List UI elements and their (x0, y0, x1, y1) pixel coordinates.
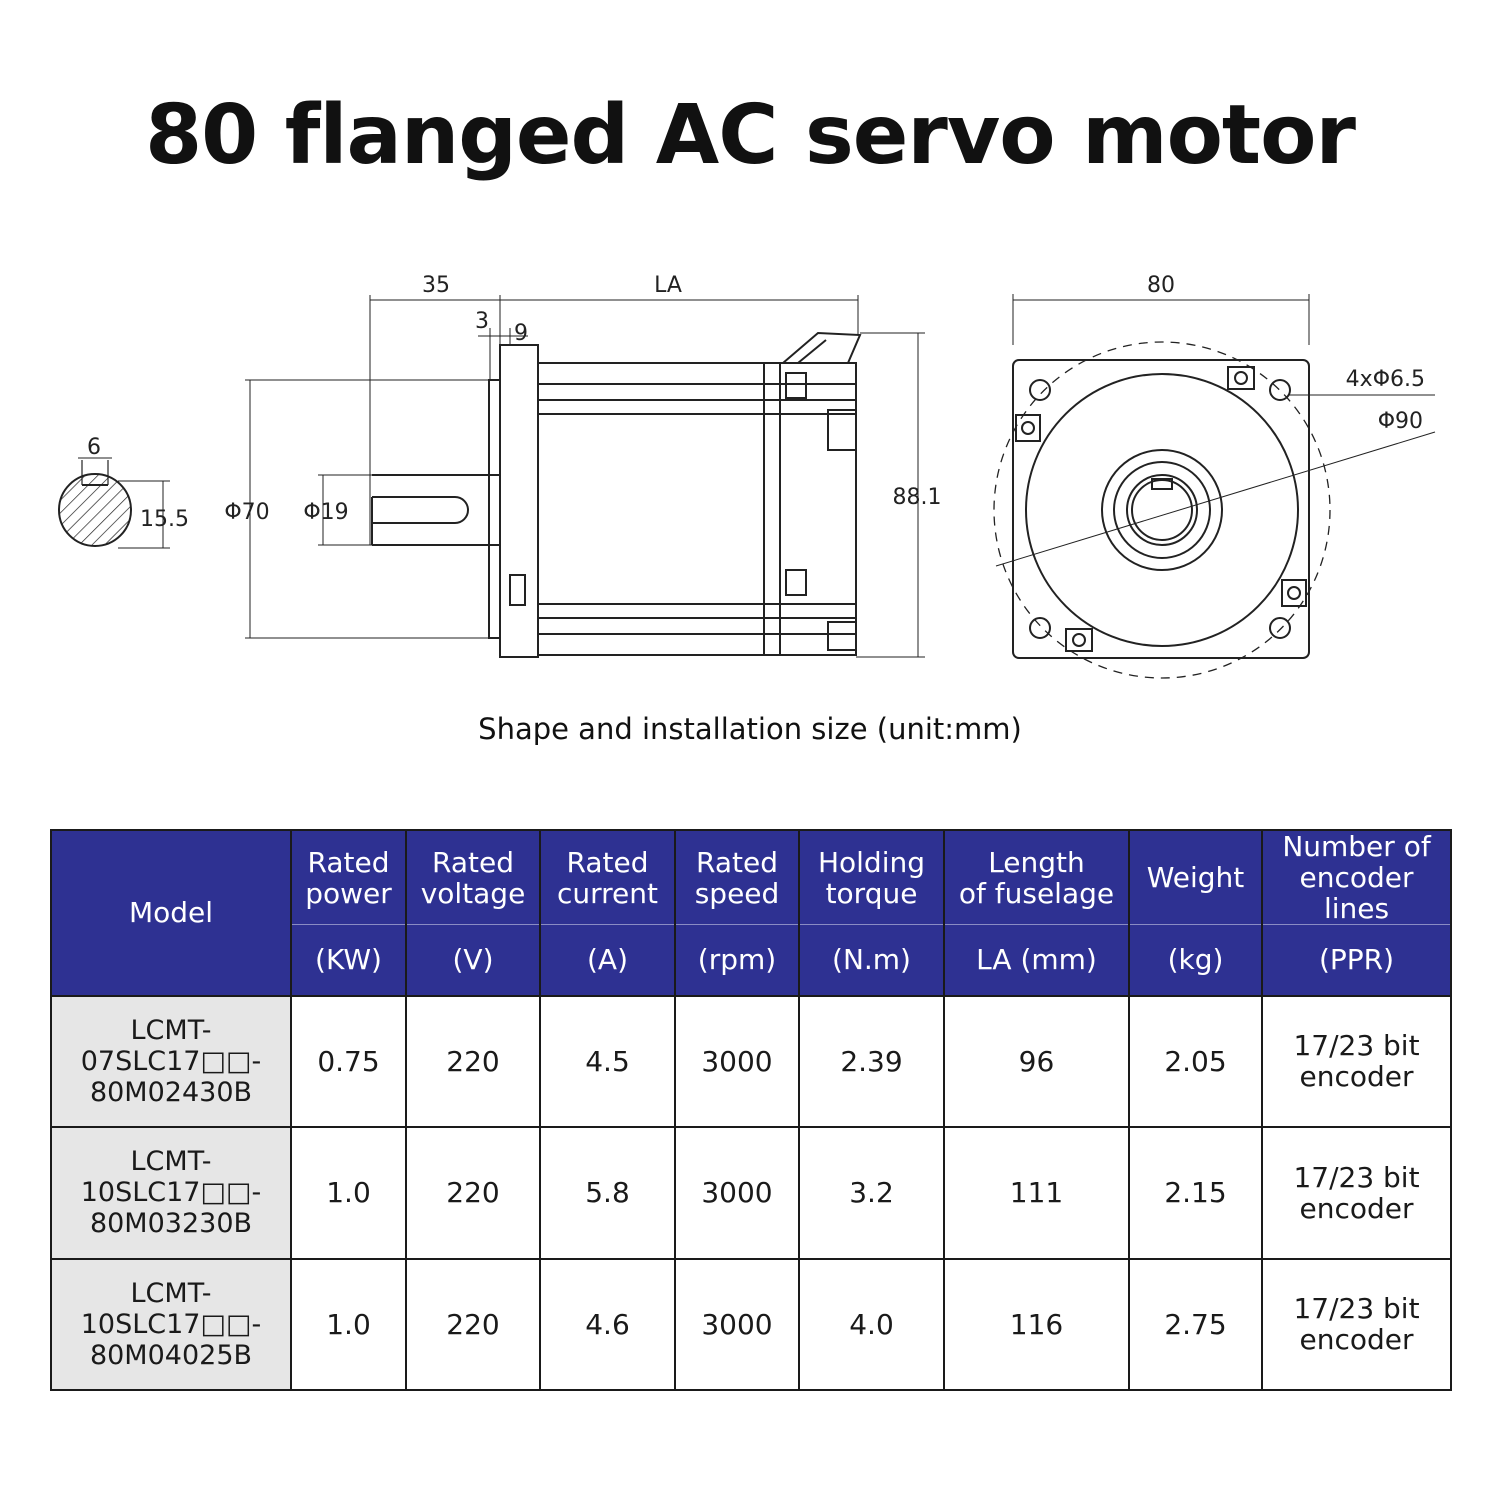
model-cell: LCMT- 07SLC17□□- 80M02430B (51, 996, 291, 1128)
unit-length: LA (mm) (944, 925, 1129, 996)
header-rated-speed: Rated speed (675, 830, 799, 925)
current-cell: 5.8 (540, 1127, 675, 1259)
table-row (51, 996, 1451, 1128)
torque-cell: 3.2 (799, 1127, 944, 1259)
speed-cell: 3000 (675, 1259, 799, 1391)
voltage-cell: 220 (406, 996, 540, 1128)
header-encoder-lines: Number of encoder lines (1262, 830, 1451, 925)
unit-power: (KW) (291, 925, 406, 996)
flange-thickness-label: 9 (514, 321, 528, 346)
dimension-drawing (0, 240, 1500, 700)
front-view-dimensions (996, 294, 1435, 566)
encoder-cell: 17/23 bit encoder (1262, 1259, 1451, 1391)
pitch-circle-label: Φ90 (1377, 409, 1423, 434)
header-rated-power: Rated power (291, 830, 406, 925)
header-rated-current: Rated current (540, 830, 675, 925)
shaft-diameter-label: Φ19 (303, 500, 349, 525)
voltage-cell: 220 (406, 1127, 540, 1259)
power-cell: 1.0 (291, 1127, 406, 1259)
table-row (51, 1127, 1451, 1259)
header-weight: Weight (1129, 830, 1262, 925)
model-header: Model (51, 830, 291, 996)
current-cell: 4.5 (540, 996, 675, 1128)
power-cell: 1.0 (291, 1259, 406, 1391)
unit-voltage: (V) (406, 925, 540, 996)
pilot-diameter-label: Φ70 (224, 500, 270, 525)
current-cell: 4.6 (540, 1259, 675, 1391)
spec-table (50, 829, 1452, 1391)
weight-cell: 2.15 (1129, 1127, 1262, 1259)
flange-width-label: 80 (1147, 273, 1175, 298)
side-view-dimensions (245, 295, 925, 657)
torque-cell: 4.0 (799, 1259, 944, 1391)
torque-cell: 2.39 (799, 996, 944, 1128)
model-cell: LCMT- 10SLC17□□- 80M03230B (51, 1127, 291, 1259)
header-rated-voltage: Rated voltage (406, 830, 540, 925)
key-depth-label: 15.5 (140, 507, 189, 532)
shaft-section-view (59, 458, 170, 548)
model-cell: LCMT- 10SLC17□□- 80M04025B (51, 1259, 291, 1391)
motor-side-view (372, 333, 860, 657)
unit-encoder: (PPR) (1262, 925, 1451, 996)
weight-cell: 2.05 (1129, 996, 1262, 1128)
encoder-cell: 17/23 bit encoder (1262, 996, 1451, 1128)
table-row (51, 1259, 1451, 1391)
encoder-cell: 17/23 bit encoder (1262, 1127, 1451, 1259)
mounting-holes-label: 4xΦ6.5 (1345, 367, 1425, 392)
header-holding-torque: Holding torque (799, 830, 944, 925)
weight-cell: 2.75 (1129, 1259, 1262, 1391)
speed-cell: 3000 (675, 996, 799, 1128)
unit-torque: (N.m) (799, 925, 944, 996)
length-cell: 111 (944, 1127, 1129, 1259)
unit-speed: (rpm) (675, 925, 799, 996)
unit-weight: (kg) (1129, 925, 1262, 996)
page-title: 80 flanged AC servo motor (145, 88, 1355, 183)
power-cell: 0.75 (291, 996, 406, 1128)
shaft-length-label: 35 (422, 273, 450, 298)
body-length-label: LA (654, 273, 682, 298)
key-width-label: 6 (87, 435, 101, 460)
height-label: 88.1 (892, 485, 942, 510)
motor-front-view (994, 342, 1330, 678)
length-cell: 116 (944, 1259, 1129, 1391)
flange-gap-label: 3 (475, 309, 489, 334)
drawing-caption: Shape and installation size (unit:mm) (478, 712, 1022, 746)
voltage-cell: 220 (406, 1259, 540, 1391)
header-fuselage-length: Length of fuselage (944, 830, 1129, 925)
unit-current: (A) (540, 925, 675, 996)
length-cell: 96 (944, 996, 1129, 1128)
speed-cell: 3000 (675, 1127, 799, 1259)
